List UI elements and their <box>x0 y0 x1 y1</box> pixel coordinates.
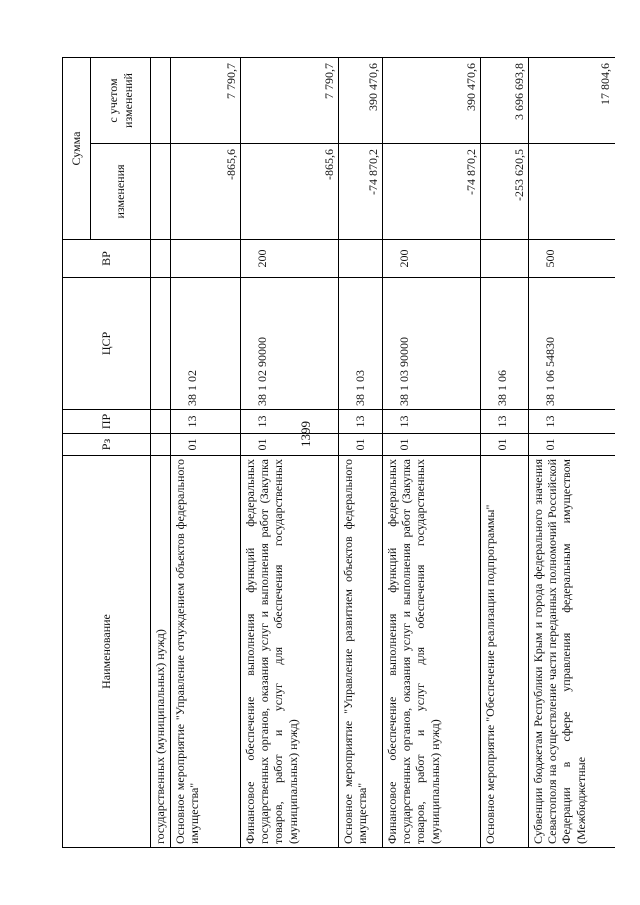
row-total: 17 804,6 <box>529 57 615 143</box>
row-name: Основное мероприятие "Управление отчуждением объектов федерального имущества" <box>171 456 241 848</box>
header-sum: Сумма <box>63 57 91 239</box>
row-name: Финансовое обеспечение выполнения функций федеральных государственных органов, оказания услуг и выполнения работ (Закупка товаров, работ и услуг для обеспечения государственных (муниципальных) нужд) <box>383 456 481 848</box>
header-pr: ПР <box>63 410 151 434</box>
row-rz: 01 <box>171 434 241 456</box>
row-change: -253 620,5 <box>481 144 529 240</box>
row-name: Основное мероприятие "Управление развитием объектов федерального имущества" <box>339 456 383 848</box>
row-total: 390 470,6 <box>339 57 383 143</box>
row-pr: 13 <box>241 410 339 434</box>
header-vr: ВР <box>63 240 151 278</box>
header-change: изменения <box>91 144 151 240</box>
row-total: 3 696 693,8 <box>481 57 529 143</box>
header-with-changes: с учетом изменений <box>91 57 151 143</box>
row-csr: 38 1 06 <box>481 278 529 410</box>
row-change: -74 870,2 <box>383 144 481 240</box>
row-name: Финансовое обеспечение выполнения функций федеральных государственных органов, оказания услуг и выполнения работ (Закупка товаров, работ и услуг для обеспечения государственных (муниципальных) нужд) <box>241 456 339 848</box>
table-row <box>481 57 529 847</box>
row-vr <box>171 240 241 278</box>
row-change: -865,6 <box>241 144 339 240</box>
budget-table <box>62 57 615 848</box>
row-change <box>529 144 615 240</box>
header-csr: ЦСР <box>63 278 151 410</box>
row-vr <box>339 240 383 278</box>
row-change: -865,6 <box>171 144 241 240</box>
row-vr: 500 <box>529 240 615 278</box>
row-rz: 01 <box>481 434 529 456</box>
table-row <box>241 57 339 847</box>
row-total: 390 470,6 <box>383 57 481 143</box>
table-row <box>529 57 615 847</box>
row-csr: 38 1 06 54830 <box>529 278 615 410</box>
table-row <box>383 57 481 847</box>
row-rz: 01 <box>529 434 615 456</box>
row-csr: 38 1 02 <box>171 278 241 410</box>
row-vr: 200 <box>241 240 339 278</box>
row-csr: 38 1 03 <box>339 278 383 410</box>
page-number: 1399 <box>298 421 313 447</box>
row-pr: 13 <box>171 410 241 434</box>
row-total: 7 790,7 <box>241 57 339 143</box>
header-name: Наименование <box>63 456 151 848</box>
row-change: -74 870,2 <box>339 144 383 240</box>
row-rz: 01 <box>241 434 339 456</box>
row-total: 7 790,7 <box>171 57 241 143</box>
row-pr: 13 <box>383 410 481 434</box>
row-pr: 13 <box>529 410 615 434</box>
row-rz: 01 <box>383 434 481 456</box>
table-row <box>151 57 171 847</box>
table-row <box>171 57 241 847</box>
row-name: государственных (муниципальных) нужд) <box>151 456 171 848</box>
header-rz: Рз <box>63 434 151 456</box>
row-vr <box>481 240 529 278</box>
row-rz: 01 <box>339 434 383 456</box>
row-pr: 13 <box>339 410 383 434</box>
row-csr: 38 1 03 90000 <box>383 278 481 410</box>
rotated-page-content <box>62 58 613 848</box>
row-name: Субвенции бюджетам Республики Крым и города федерального значения Севастополя на осуществление части переданных полномочий Российской Федерации в сфере управления федеральным имуществом (Межбюджетные <box>529 456 615 848</box>
row-csr: 38 1 02 90000 <box>241 278 339 410</box>
row-name: Основное мероприятие "Обеспечение реализации подпрограммы" <box>481 456 529 848</box>
row-vr: 200 <box>383 240 481 278</box>
row-pr: 13 <box>481 410 529 434</box>
table-row <box>339 57 383 847</box>
